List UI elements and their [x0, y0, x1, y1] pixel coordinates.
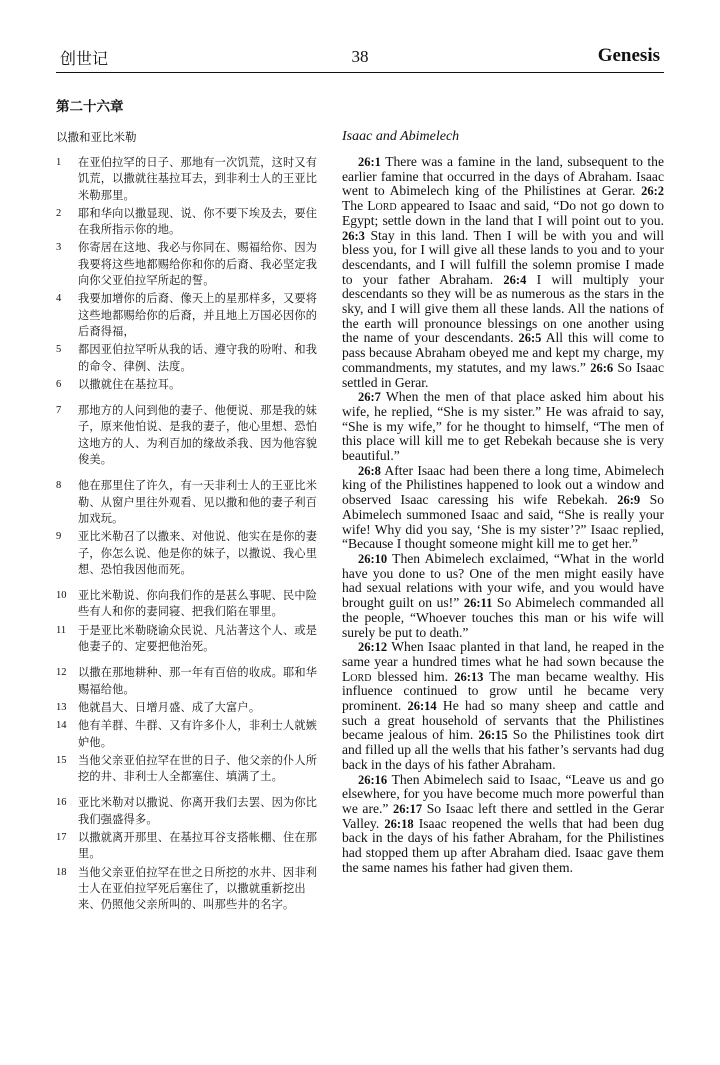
verse-text-en: So the Philistines took dirt and filled up all the wells that his father’s servants had dug back in the days of his father Abraham.	[342, 727, 664, 772]
verse-text-en: Isaac reopened the wells that had been dug back in the days of his father Abraham, for the Philistines had stopped them up after Abraham died. Isaac gave them the same names his father had given them.	[342, 815, 664, 875]
verse-ref: 26:18	[384, 816, 414, 831]
verse-cn	[56, 700, 321, 716]
header-book-cn: 创世记	[60, 49, 109, 68]
paragraph-en	[342, 155, 664, 390]
verse-text-en: So Abimelech summoned Isaac and said, “She is really your wife! Why did you say, ‘She is my sister’?” Isaac replied, “Because I thought someone might kill me to get her.”	[342, 492, 664, 552]
verse-cn	[56, 830, 321, 863]
verse-cn	[56, 588, 321, 621]
verse-text-cn: 我要加增你的后裔、像天上的星那样多，又要将这些地都赐给你的后裔，并且地上万国必因你的后裔得福，	[78, 292, 318, 338]
verse-ref: 26:6	[590, 360, 614, 375]
verse-group-gap	[56, 657, 321, 665]
verse-text-cn: 都因亚伯拉罕听从我的话、遵守我的吩咐、和我的命令、律例、法度。	[78, 343, 318, 373]
paragraph-en	[342, 640, 664, 772]
verse-text-cn: 他在那里住了许久，有一天非利士人的王亚比米勒、从窗户里往外观看、见以撒和他的妻子利百加戏玩。	[78, 479, 318, 525]
verse-text-en: Then Abimelech said to Isaac, “Leave us and go elsewhere, for you have become much more powerful than we are.”	[342, 771, 664, 816]
section-title-en: Isaac and Abimelech	[342, 129, 460, 144]
verse-cn	[56, 865, 321, 914]
verse-text-en: When Isaac planted in that land, he reaped in the same year a hundred times what he had sown because the	[342, 639, 664, 669]
verse-text-cn: 耶和华向以撒显现、说、你不要下埃及去，要住在我所指示你的地。	[78, 206, 318, 237]
paragraph-en	[342, 464, 664, 552]
verse-text-en: So Isaac settled in Gerar.	[342, 359, 664, 390]
verse-text-en: Stay in this land. Then I will be with you and will bless you, for I will give all these lands to you and to your descendants, and I will fulfill the solemn promise I made to your father Abraham.	[342, 227, 664, 287]
verse-cn	[56, 795, 321, 828]
verse-ref: 26:9	[617, 493, 641, 508]
verse-cn	[56, 478, 321, 527]
verse-cn	[56, 206, 321, 239]
chapter-title: 第二十六章	[56, 99, 124, 115]
verse-ref: 26:11	[463, 596, 493, 611]
verse-cn	[56, 718, 321, 751]
verse-number: 9	[56, 531, 62, 543]
verse-number: 17	[56, 831, 67, 843]
page	[56, 40, 664, 1030]
verse-number: 15	[56, 754, 67, 766]
verse-number: 11	[56, 624, 67, 636]
verse-text-cn: 以撒在那地耕种、那一年有百倍的收成。耶和华赐福给他。	[78, 666, 318, 696]
verse-cn	[56, 753, 321, 786]
verse-ref: 26:12	[358, 640, 388, 655]
verse-group-gap	[56, 470, 321, 478]
verse-text-cn: 在亚伯拉罕的日子、那地有一次饥荒，这时又有饥荒，以撒就往基拉耳去，到非利士人的王亚比米勒那里。	[78, 156, 318, 202]
verse-cn	[56, 665, 321, 698]
verse-text-cn: 当他父亲亚伯拉罕在世的日子、他父亲的仆人所挖的井、非利士人全都塞住、填满了土。	[78, 753, 318, 784]
verse-text-en: When the men of that place asked him about his wife, he replied, “She is my sister.” He was afraid to say, “She is my wife,” for he thought to himself, “The men of this place will kill me to get Rebekah because she is very beautiful.”	[342, 389, 664, 464]
verse-text-en: All this will come to pass because Abraham obeyed me and kept my charge, my commandments, my statutes, and my laws.”	[342, 330, 664, 375]
verse-ref: 26:14	[407, 699, 437, 714]
verse-ref: 26:7	[358, 390, 381, 405]
verse-ref: 26:1	[358, 155, 381, 169]
verse-ref: 26:4	[503, 272, 527, 287]
running-header	[56, 40, 664, 73]
verse-number: 13	[56, 701, 67, 713]
verse-cn	[56, 291, 321, 340]
verse-text-en: Then Abimelech exclaimed, “What in the world have you done to us? One of the men might easily have had sexual relations with your wife, and you would have brought guilt on us!”	[342, 550, 664, 611]
paragraph-en	[342, 773, 664, 876]
verse-group-gap	[56, 580, 321, 588]
verse-number: 6	[56, 378, 62, 390]
header-book-en: Genesis	[597, 45, 660, 66]
verse-text-cn: 你寄居在这地、我必与你同在、赐福给你、因为我要将这些地都赐给你和你的后裔、我必坚定我向你父亚伯拉罕所起的誓。	[78, 241, 318, 288]
english-column	[342, 129, 664, 875]
paragraph-en	[342, 552, 664, 640]
verse-cn	[56, 403, 321, 468]
verse-number: 5	[56, 344, 62, 356]
verse-number: 16	[56, 797, 67, 809]
verse-cn	[56, 377, 321, 393]
verse-cn	[56, 623, 321, 656]
verse-ref: 26:15	[478, 728, 508, 743]
verse-ref: 26:8	[358, 463, 381, 478]
verse-text-cn: 于是亚比米勒晓谕众民说、凡沾著这个人、或是他妻子的、定要把他治死。	[78, 623, 318, 654]
divine-name: Lord	[367, 198, 397, 214]
verse-cn	[56, 240, 321, 289]
paragraph-en	[342, 390, 664, 464]
verse-cn	[56, 342, 321, 375]
verse-ref: 26:16	[358, 772, 388, 787]
verse-cn	[56, 155, 321, 204]
verse-number: 18	[56, 866, 67, 878]
verse-number: 1	[56, 157, 62, 168]
section-title-cn: 以撒和亚比米勒	[56, 130, 137, 144]
verse-text-en: He had so many sheep and cattle and such a great household of servants that the Philistines became jealous of him.	[342, 698, 664, 743]
verse-text-cn: 亚比米勒对以撒说、你离开我们去罢、因为你比我们强盛得多。	[78, 796, 318, 826]
verse-number: 14	[56, 720, 67, 732]
verse-number: 4	[56, 293, 62, 305]
verse-cn	[56, 529, 321, 578]
chinese-column	[56, 129, 321, 915]
verse-text-en: blessed him.	[371, 668, 455, 684]
page-number: 38	[351, 47, 369, 66]
verse-ref: 26:5	[518, 331, 542, 346]
verse-number: 2	[56, 207, 62, 219]
verse-text-en: So Abimelech commanded all the people, “Whoever touches this man or his wife will surely be put to death.”	[342, 595, 664, 640]
verse-ref: 26:17	[393, 801, 423, 816]
verse-group-gap	[56, 395, 321, 403]
verse-text-en: appeared to Isaac and said, “Do not go down to Egypt; settle down in the land that I will point out to you.	[342, 198, 664, 228]
verse-text-en: I will multiply your descendants so they will be as numerous as the stars in the sky, and I will give them all these lands. All the nations of the earth will pronounce blessings on one another using the name of your descendants.	[342, 271, 664, 346]
verse-group-gap	[56, 787, 321, 795]
divine-name: Lord	[342, 668, 372, 684]
verse-text-cn: 他有羊群、牛群、又有许多仆人，非利士人就嫉妒他。	[78, 719, 318, 749]
verse-ref: 26:3	[342, 228, 365, 243]
verse-text-en: The	[342, 198, 368, 214]
verse-text-cn: 以撒就住在基拉耳。	[78, 377, 181, 391]
verse-number: 8	[56, 480, 62, 492]
verse-text-en: After Isaac had been there a long time, Abimelech king of the Philistines happened to look out a window and observed Isaac caressing his wife Rebekah.	[342, 462, 664, 508]
verse-number: 3	[56, 242, 62, 254]
verse-text-en: So Isaac left there and settled in the Gerar Valley.	[342, 800, 664, 831]
verse-ref: 26:10	[358, 551, 388, 566]
verse-text-cn: 当他父亲亚伯拉罕在世之日所挖的水井、因非利士人在亚伯拉罕死后塞住了，以撒就重新挖出来、仍照他父亲所叫的、叫那些井的名字。	[78, 865, 318, 912]
verse-number: 12	[56, 667, 67, 679]
verse-number: 10	[56, 590, 67, 602]
verse-text-en: There was a famine in the land, subsequent to the earlier famine that occurred in the days of Abraham. Isaac went to Abimelech king of the Philistines at Gerar.	[342, 154, 664, 199]
verse-ref: 26:13	[454, 669, 484, 684]
verse-number: 7	[56, 405, 62, 417]
verse-ref: 26:2	[641, 184, 664, 199]
verse-text-en: The man became wealthy. His influence continued to grow until he became very prominent.	[342, 668, 664, 714]
verse-text-cn: 以撒就离开那里、在基拉耳谷支搭帐棚、住在那里。	[78, 830, 318, 861]
verse-text-cn: 亚比米勒说、你向我们作的是甚么事呢、民中险些有人和你的妻同寝、把我们陷在罪里。	[78, 589, 318, 619]
verse-text-cn: 他就昌大、日增月盛、成了大富户。	[78, 700, 261, 714]
verse-text-cn: 那地方的人问到他的妻子、他便说、那是我的妹子，原来他怕说、是我的妻子，他心里想、恐怕这地方的人、为利百加的缘故杀我、因为他容貌俊美。	[78, 404, 318, 467]
verse-text-cn: 亚比米勒召了以撒来、对他说、他实在是你的妻子，你怎么说、他是你的妹子，以撒说、我心里想、恐怕我因他而死。	[78, 530, 318, 576]
